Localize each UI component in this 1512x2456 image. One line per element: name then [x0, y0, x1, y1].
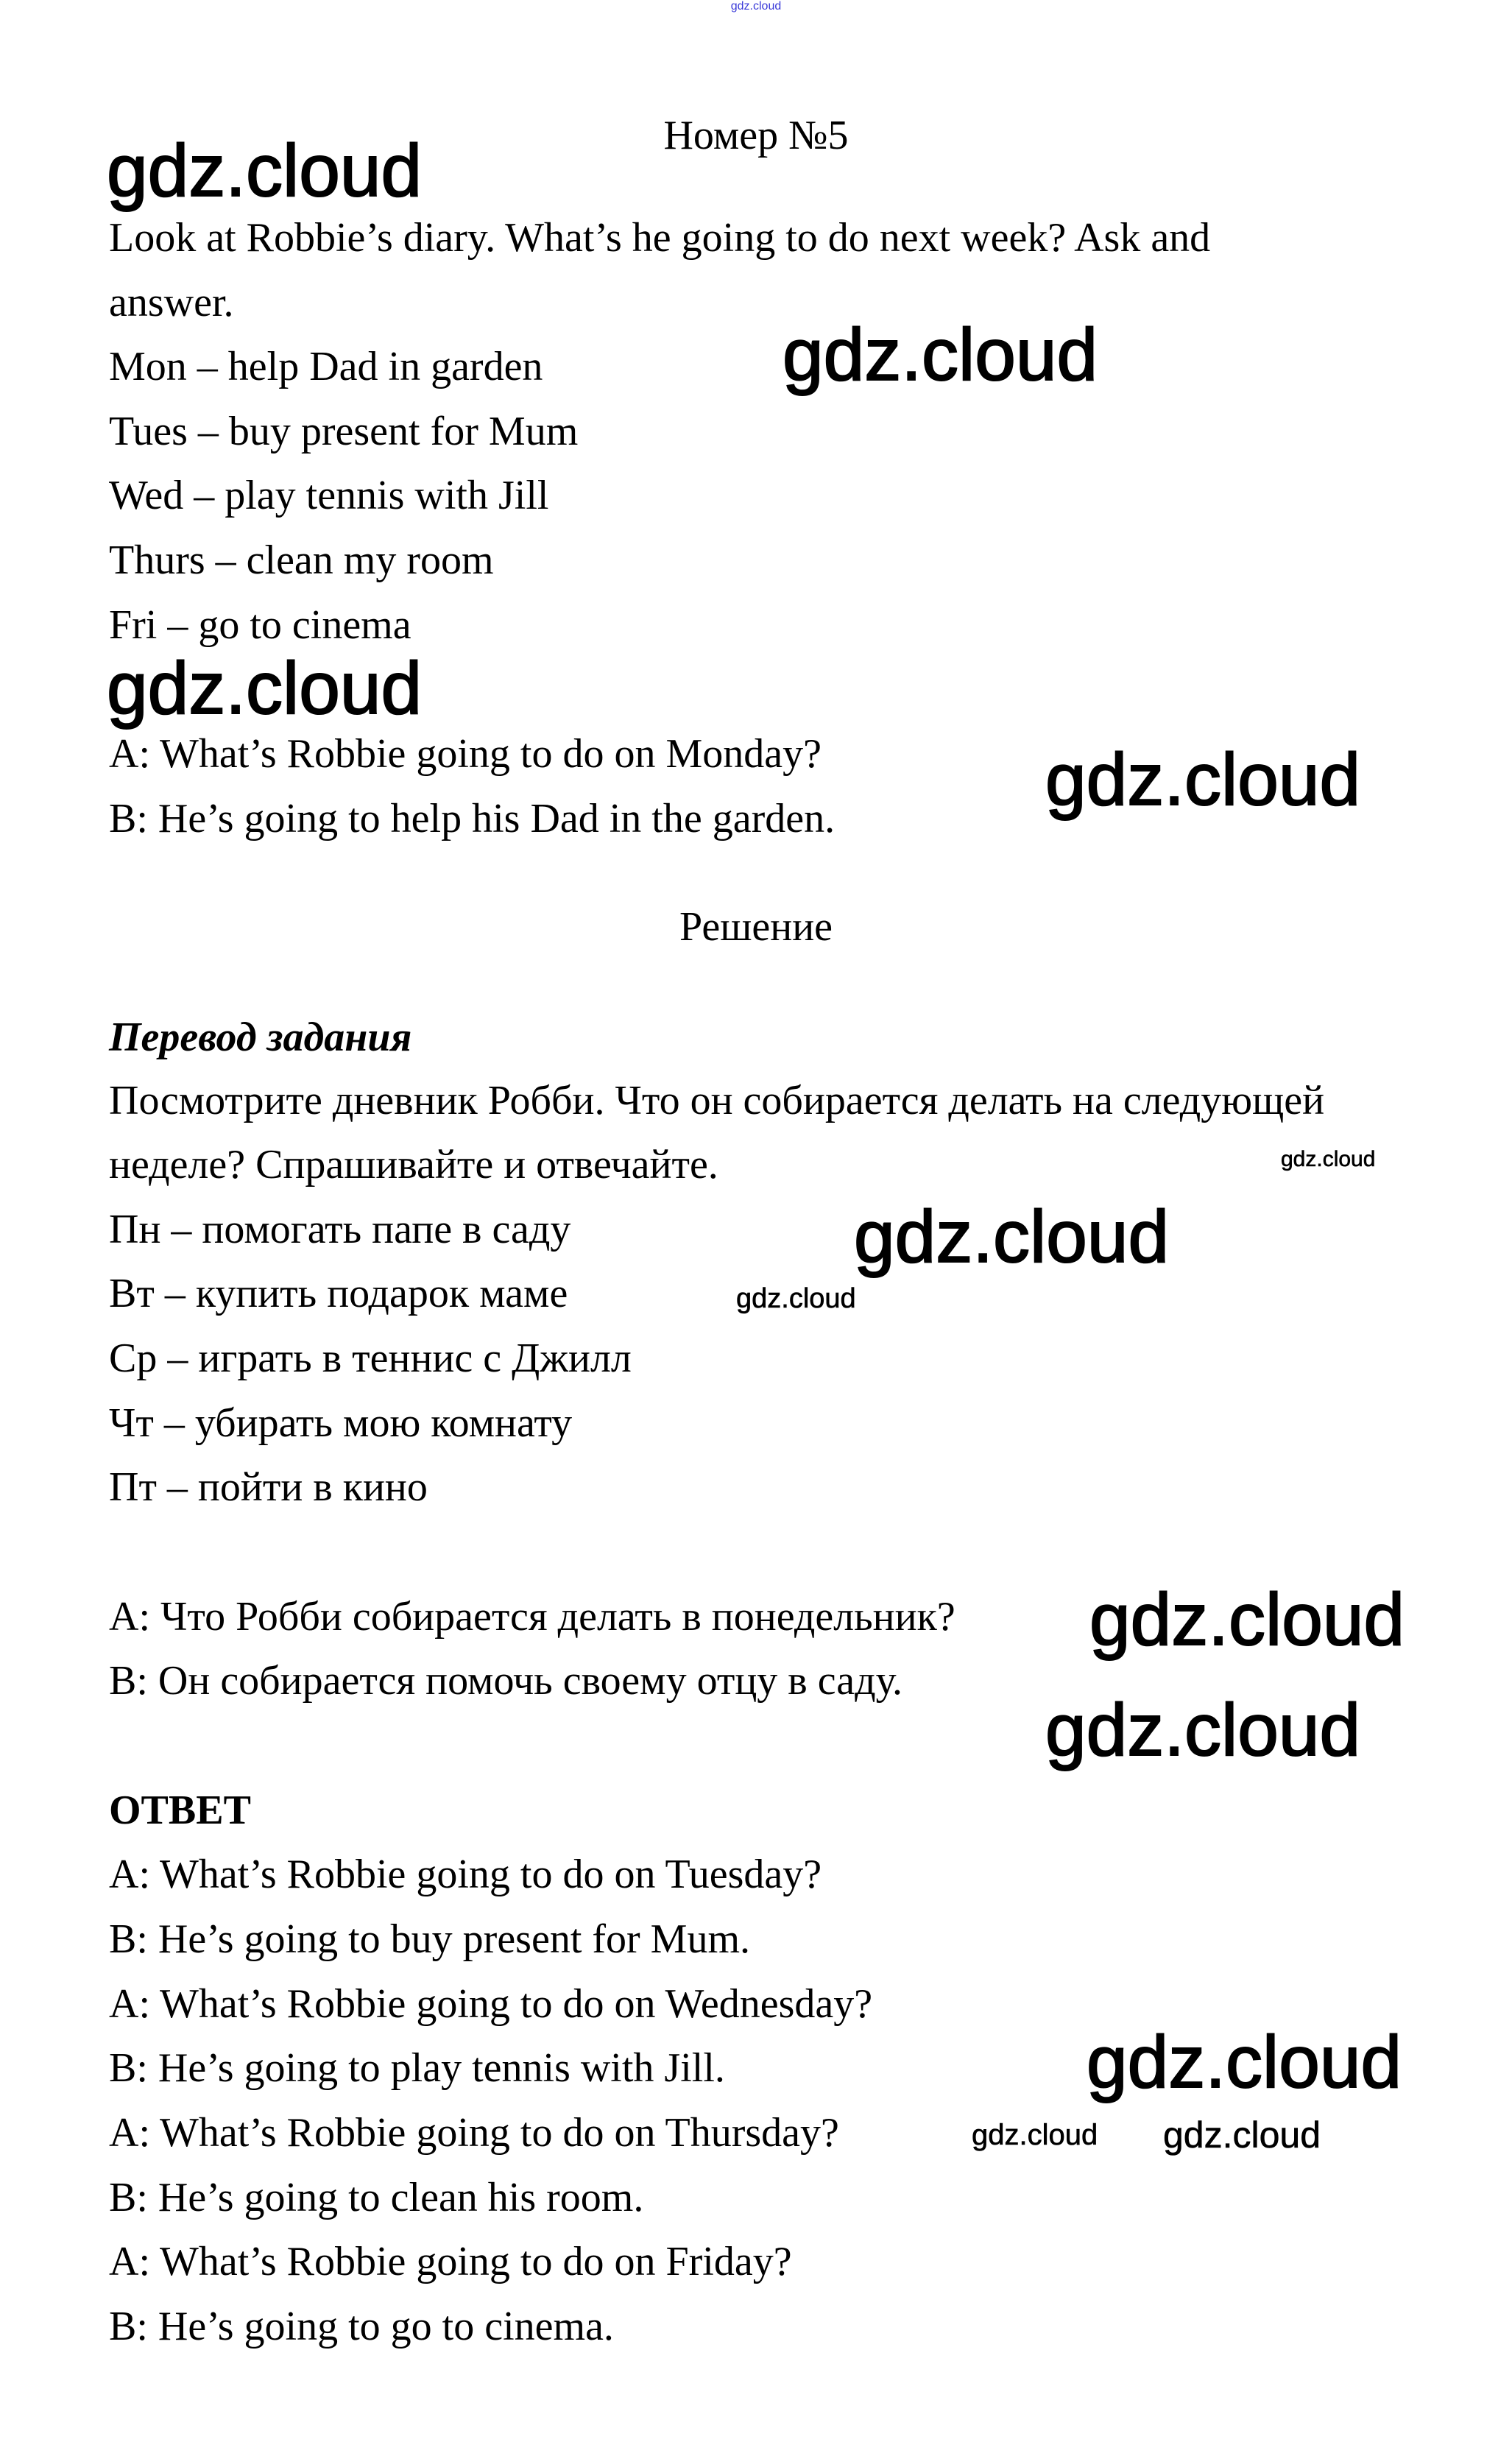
translation-text: Посмотрите дневник Робби. Что он собирается делать на следующей — [109, 1078, 1325, 1123]
translation-diary-item: Вт – купить подарок маме — [109, 1271, 568, 1316]
answer-line: B: He’s going to buy present for Mum. — [109, 1916, 751, 1962]
translation-example-line: A: Что Робби собирается делать в понедельник? — [109, 1594, 955, 1640]
answer-line: B: He’s going to clean his room. — [109, 2175, 644, 2220]
example-line: A: What’s Robbie going to do on Monday? — [109, 731, 822, 777]
watermark: gdz.cloud — [854, 1196, 1170, 1278]
answer-line: A: What’s Robbie going to do on Thursday? — [109, 2110, 839, 2156]
header-watermark: gdz.cloud — [730, 0, 782, 13]
watermark: gdz.cloud — [783, 314, 1098, 396]
translation-example-line: B: Он собирается помочь своему отцу в саду. — [109, 1658, 903, 1704]
answer-line: B: He’s going to play tennis with Jill. — [109, 2045, 725, 2091]
watermark-small: gdz.cloud — [972, 2119, 1098, 2151]
translation-diary-item: Пт – пойти в кино — [109, 1464, 428, 1510]
page-title: Номер №5 — [663, 113, 849, 158]
diary-item: Thurs – clean my room — [109, 537, 494, 583]
answer-line: A: What’s Robbie going to do on Friday? — [109, 2239, 792, 2284]
answer-line: A: What’s Robbie going to do on Wednesday? — [109, 1981, 873, 2027]
watermark: gdz.cloud — [1045, 738, 1361, 821]
watermark: gdz.cloud — [107, 130, 423, 212]
diary-item: Tues – buy present for Mum — [109, 409, 579, 454]
watermark-small: gdz.cloud — [1163, 2114, 1321, 2156]
diary-item: Mon – help Dad in garden — [109, 344, 543, 389]
answer-heading: ОТВЕТ — [109, 1788, 251, 1833]
answer-line: B: He’s going to go to cinema. — [109, 2304, 614, 2349]
translation-text: неделе? Спрашивайте и отвечайте. — [109, 1142, 718, 1188]
watermark: gdz.cloud — [1087, 2021, 1402, 2103]
task-text: Look at Robbie’s diary. What’s he going to do next week? Ask and — [109, 215, 1211, 261]
translation-heading: Перевод задания — [109, 1014, 412, 1060]
translation-diary-item: Чт – убирать мою комнату — [109, 1400, 573, 1446]
solution-heading: Решение — [679, 904, 833, 950]
watermark: gdz.cloud — [1089, 1578, 1405, 1661]
task-text: answer. — [109, 280, 234, 325]
translation-diary-item: Пн – помогать папе в саду — [109, 1207, 571, 1252]
watermark-small: gdz.cloud — [736, 1283, 856, 1314]
answer-line: A: What’s Robbie going to do on Tuesday? — [109, 1852, 822, 1897]
watermark: gdz.cloud — [107, 647, 423, 730]
watermark: gdz.cloud — [1045, 1689, 1361, 1771]
example-line: B: He’s going to help his Dad in the garden. — [109, 796, 836, 841]
watermark-small: gdz.cloud — [1281, 1147, 1376, 1171]
diary-item: Fri – go to cinema — [109, 602, 411, 648]
translation-diary-item: Ср – играть в теннис с Джилл — [109, 1335, 632, 1381]
diary-item: Wed – play tennis with Jill — [109, 473, 549, 518]
